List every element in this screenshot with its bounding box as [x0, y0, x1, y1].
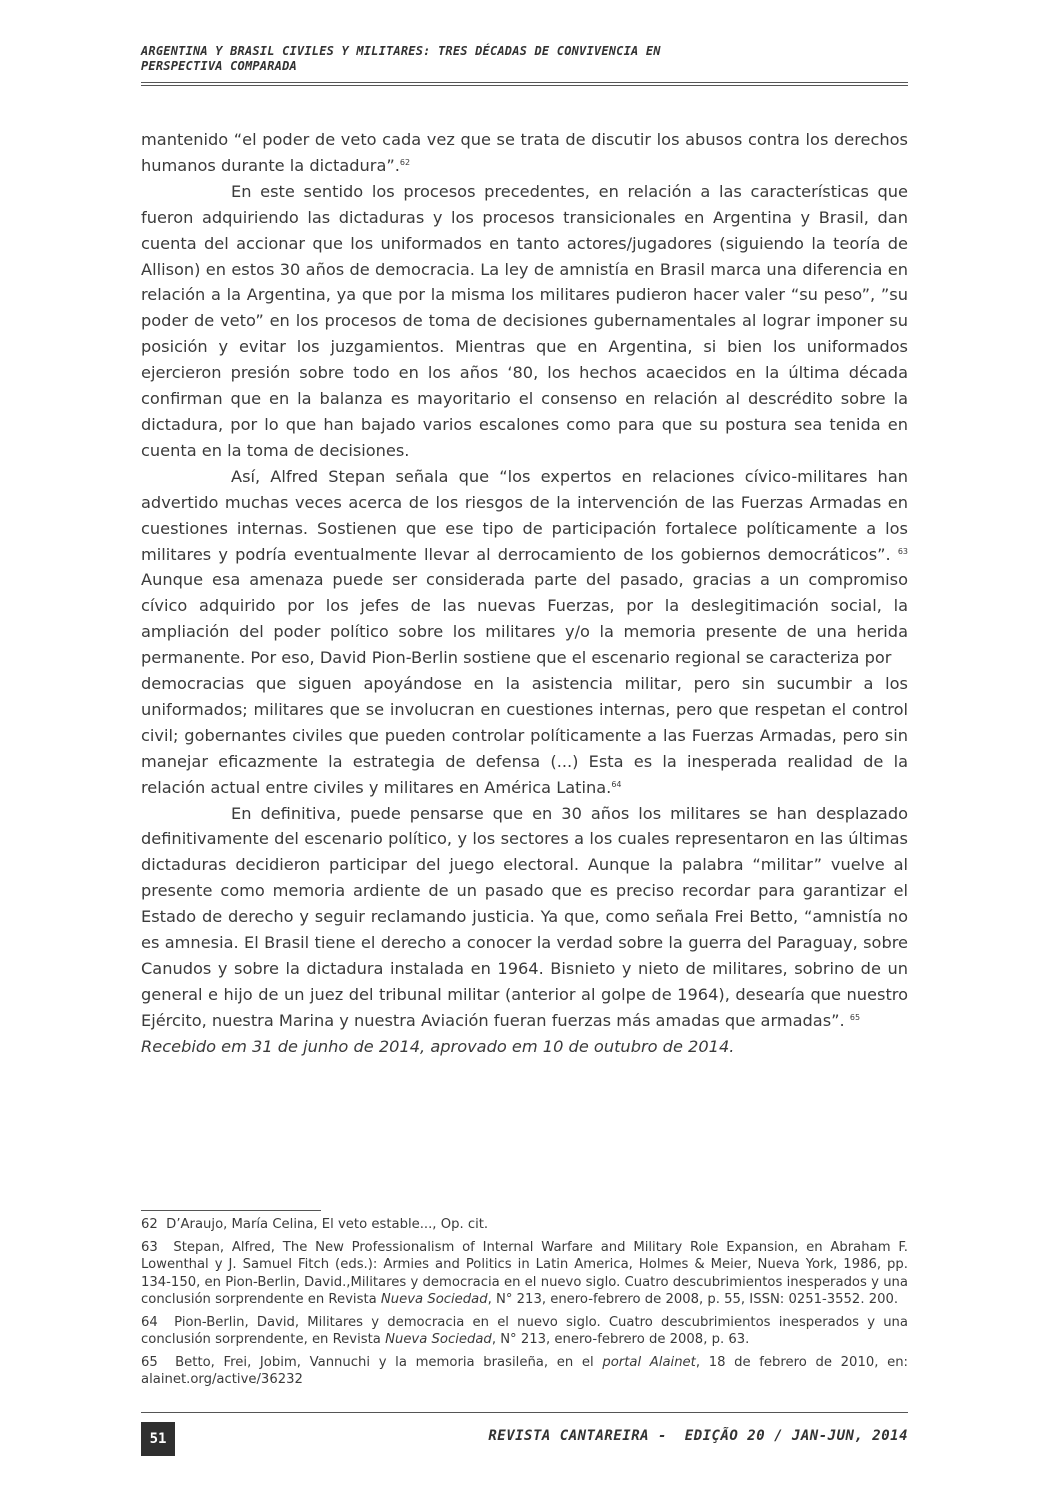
footnote-separator — [141, 1210, 321, 1211]
footnotes — [141, 1216, 908, 1394]
footnote-63: 63 Stepan, Alfred, The New Professionalism of Internal Warfare and Military Role Expansion, en Abraham F. Lowenthal y J. Samuel Fitch (eds.): Armies and Politics in Latin America, Holmes & Meier, Nueva York, 1986, pp. 134-150, en Pion-Berlin, David.,Militares y democracia en el nuevo siglo. Cuatro descubrimientos inesperados y una conclusión sorprendente en Revista Nueva Sociedad, N° 213, enero-febrero de 2008, p. 55, ISSN: 0251-3552. 200. — [141, 1239, 908, 1307]
header-title: ARGENTINA Y BRASIL CIVILES Y MILITARES: TRES DÉCADAS DE CONVIVENCIA EN PERSPECTIVA COMPARADA — [141, 44, 661, 73]
paragraph-3: Así, Alfred Stepan señala que “los expertos en relaciones cívico-militares han advertido muchas veces acerca de los riesgos de la intervención de las Fuerzas Armadas en cuestiones internas. Sostienen que ese tipo de participación fortalece políticamente a los militares y podría eventualmente llevar al derrocamiento de los gobiernos democráticos”. $^{63}$ Aunque esa amenaza puede ser considerada parte del pasado, gracias a un compromiso cívico adquirido por los jefes de las nuevas Fuerzas, por la deslegitimación social, la ampliación del poder político sobre los militares y/o la memoria presente de una herida permanente. Por eso, David Pion-Berlin sostiene que el escenario regional se caracteriza por — [141, 466, 909, 668]
received-date: Recebido em 31 de junho de 2014, aprovado em 10 de outubro de 2014. — [141, 1036, 735, 1056]
page-number: 51 — [141, 1422, 175, 1456]
footer-rule — [141, 1412, 908, 1413]
paragraph-4: En definitiva, puede pensarse que en 30 años los militares se han desplazado definitivamente del escenario político, y los sectores a los cuales representaron en las últimas dictaduras decidieron participar del juego electoral. Aunque la palabra “militar” vuelve al presente como memoria ardiente de un pasado que es preciso recordar para garantizar el Estado de derecho y seguir reclamando justicia. Ya que, como señala Frei Betto, “amnistía no es amnesia. El Brasil tiene el derecho a conocer la verdad sobre la guerra del Paraguay, sobre Canudos y sobre la dictadura instalada en 1964. Bisnieto y nieto de militares, sobrino de un general e hijo de un juez del tribunal militar (anterior al golpe de 1964), desearía que nuestro Ejército, nuestra Marina y nuestra Aviación fueran fuerzas más amadas que armadas”. $^{65}$ — [141, 803, 908, 1030]
header-rule-double — [141, 85, 908, 86]
footnote-ref-62[interactable]: 62 — [399, 157, 411, 167]
footnote-ref-63[interactable]: 63 — [897, 546, 909, 556]
block-quote: democracias que siguen apoyándose en la asistencia militar, pero sin sucumbir a los uniformados; militares que se involucran en cuestiones internas, pero que respetan el control civil; gobernantes civiles que pueden controlar políticamente a las Fuerzas Armadas, pero sin manejar eficazmente la estrategia de defensa (...) Esta es la inesperada realidad de la relación actual entre civiles y militares en América Latina.$^{64}$ — [141, 674, 908, 797]
footnote-62: 62 D’Araujo, María Celina, El veto estable..., Op. cit. — [141, 1217, 489, 1232]
header-rule — [141, 82, 908, 83]
article-body — [141, 127, 908, 1060]
running-header — [141, 44, 908, 86]
journal-name: REVISTA CANTAREIRA - EDIÇÃO 20 / JAN-JUN, 2014 — [488, 1428, 908, 1444]
footnote-ref-65[interactable]: 65 — [849, 1012, 861, 1022]
paragraph-1: mantenido “el poder de veto cada vez que se trata de discutir los abusos contra los derechos humanos durante la dictadura”.$^{62}$ — [141, 130, 908, 175]
footnote-ref-64[interactable]: 64 — [611, 779, 622, 789]
footnote-65: 65 Betto, Frei, Jobim, Vannuchi y la memoria brasileña, en el portal Alainet, 18 de febrero de 2010, en: alainet.org/active/36232 — [141, 1354, 908, 1387]
footnote-64: 64 Pion-Berlin, David, Militares y democracia en el nuevo siglo. Cuatro descubrimientos inesperados y una conclusión sorprendente, en Revista Nueva Sociedad, N° 213, enero-febrero de 2008, p. 63. — [141, 1314, 908, 1347]
paragraph-2: En este sentido los procesos precedentes, en relación a las características que fueron adquiriendo las dictaduras y los procesos transicionales en Argentina y Brasil, dan cuenta del accionar que los uniformados en tanto actores/jugadores (siguiendo la teoría de Allison) en estos 30 años de democracia. La ley de amnistía en Brasil marca una diferencia en relación a la Argentina, ya que por la misma los militares pudieron hacer valer “su peso”, ”su poder de veto” en los procesos de toma de decisiones gubernamentales al lograr imponer su posición y evitar los juzgamientos. Mientras que en Argentina, si bien los uniformados ejercieron presión sobre todo en los años ‘80, los hechos acaecidos en la última década confirman que en la balanza es mayoritario el consenso en relación al descrédito sobre la dictadura, por lo que han bajado varios escalones como para que su postura sea tenida en cuenta en la toma de decisiones. — [141, 181, 908, 460]
